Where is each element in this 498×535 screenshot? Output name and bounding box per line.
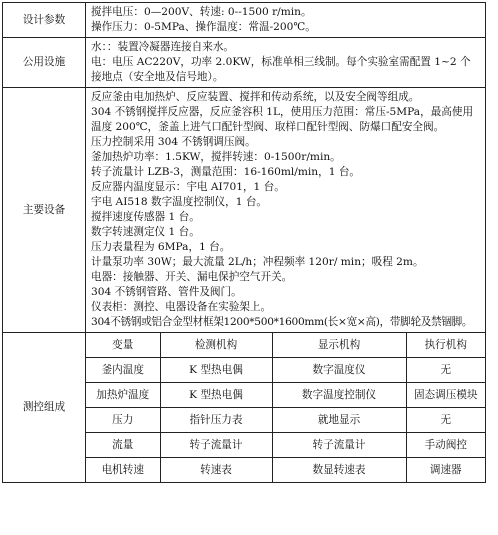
equipment-line: 压力表量程为 6MPa，1 台。 xyxy=(91,241,231,253)
control-cell: 压力 xyxy=(86,408,160,433)
utilities-line: 电：电压 AC220V，功率 2.0KW，标准单相三线制。每个实验室需配置 1~2 个接地点（安全地及信号地）。 xyxy=(91,56,471,83)
equipment-line: 计量泵功率 30W；最大流量 2L/h；冲程频率 120r/ min；吸程 2m。 xyxy=(91,256,424,268)
control-header-cell: 显示机构 xyxy=(272,333,406,358)
control-cell: 数字温度仪 xyxy=(272,358,406,383)
design-line: 搅拌电压：0—200V、转速: 0--1500 r/min。 xyxy=(91,6,312,18)
equipment-label: 主要设备 xyxy=(3,88,86,333)
control-cell: 无 xyxy=(406,408,485,433)
control-cell: 转子流量计 xyxy=(160,433,272,458)
control-cell: 转子流量计 xyxy=(272,433,406,458)
equipment-line: 304 不锈钢搅拌反应器，反应釜容积 1L，使用压力范围：常压-5MPa，最高使用温度 200℃，釜盖上进气口配针型阀、取样口配针型阀、防爆口配安全阀。 xyxy=(91,106,474,133)
equipment-line: 304 不锈钢管路、管件及阀门。 xyxy=(91,286,242,298)
equipment-line: 宇电 AI518 数字温度控制仪，1 台。 xyxy=(91,196,268,208)
control-cell: 电机转速 xyxy=(86,458,160,483)
control-table xyxy=(86,333,485,482)
control-cell: 手动阀控 xyxy=(406,433,485,458)
control-cell: K 型热电偶 xyxy=(160,358,272,383)
control-table-row xyxy=(86,408,485,433)
control-content xyxy=(86,333,486,483)
equipment-line: 304不锈钢或铝合金型材框架1200*500*1600mm(长×宽×高)，带脚轮及禁锢脚。 xyxy=(91,316,473,328)
control-cell: 指针压力表 xyxy=(160,408,272,433)
design-row xyxy=(3,3,486,38)
equipment-line: 仪表柜：测控、电器设备在实验架上。 xyxy=(91,301,272,313)
spec-table xyxy=(2,2,486,483)
control-table-row xyxy=(86,433,485,458)
equipment-line: 压力控制采用 304 不锈钢调压阀。 xyxy=(91,136,256,148)
equipment-line: 反应釜由电加热炉、反应装置、搅拌和传动系统，以及安全阀等组成。 xyxy=(91,91,420,103)
equipment-line: 数字转速测定仪 1 台。 xyxy=(91,226,200,238)
control-row xyxy=(3,333,486,483)
design-label: 设计参数 xyxy=(3,3,86,38)
control-cell: 数显转速表 xyxy=(272,458,406,483)
control-header-cell: 检测机构 xyxy=(160,333,272,358)
control-cell: 流量 xyxy=(86,433,160,458)
control-cell: 转速表 xyxy=(160,458,272,483)
design-line: 操作压力：0-5MPa、操作温度：常温-200℃。 xyxy=(91,21,316,33)
control-label: 测控组成 xyxy=(3,333,86,483)
equipment-line: 反应器内温度显示：宇电 AI701，1 台。 xyxy=(91,181,285,193)
control-cell: K 型热电偶 xyxy=(160,383,272,408)
design-content xyxy=(86,3,486,38)
control-cell: 固态调压模块 xyxy=(406,383,485,408)
control-cell: 加热炉温度 xyxy=(86,383,160,408)
equipment-content xyxy=(86,88,486,333)
utilities-content xyxy=(86,38,486,88)
control-cell: 釜内温度 xyxy=(86,358,160,383)
utilities-row xyxy=(3,38,486,88)
control-cell: 就地显示 xyxy=(272,408,406,433)
control-header-cell: 执行机构 xyxy=(406,333,485,358)
utilities-label: 公用设施 xyxy=(3,38,86,88)
control-cell: 无 xyxy=(406,358,485,383)
control-cell: 调速器 xyxy=(406,458,485,483)
control-table-row xyxy=(86,358,485,383)
equipment-line: 转子流量计 LZB-3，测量范围：16-160ml/min，1 台。 xyxy=(91,166,361,178)
control-table-row xyxy=(86,383,485,408)
control-header-cell: 变量 xyxy=(86,333,160,358)
equipment-row xyxy=(3,88,486,333)
control-table-row xyxy=(86,458,485,483)
equipment-line: 搅拌速度传感器 1 台。 xyxy=(91,211,200,223)
equipment-line: 电器：接触器、开关、漏电保护空气开关。 xyxy=(91,271,293,283)
control-header-row xyxy=(86,333,485,358)
control-cell: 数字温度控制仪 xyxy=(272,383,406,408)
equipment-line: 釜加热炉功率：1.5KW，搅拌转速：0-1500r/min。 xyxy=(91,151,341,163)
utilities-line: 水：：装置冷凝器连接自来水。 xyxy=(91,41,235,53)
